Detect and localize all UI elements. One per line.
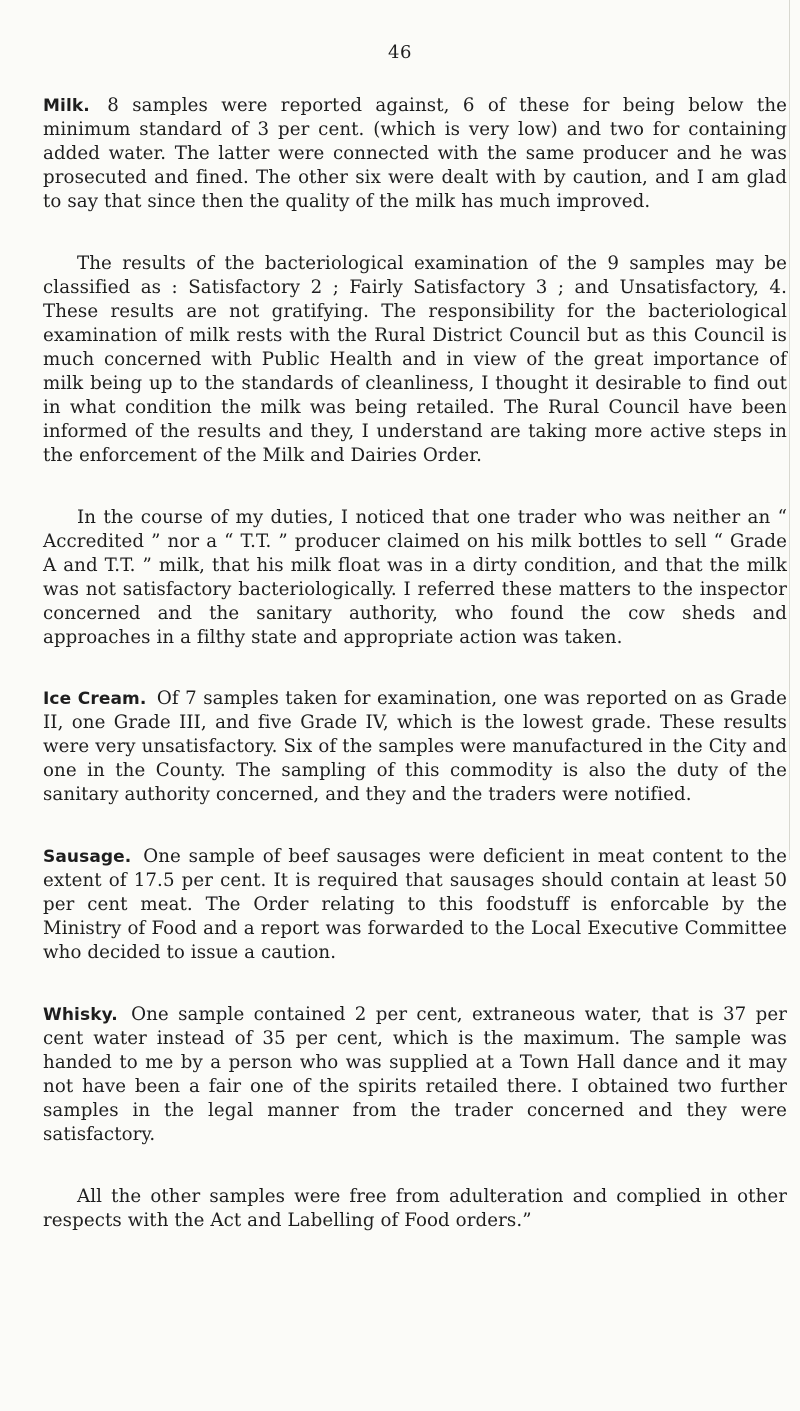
paragraph-milk [43, 94, 787, 214]
paragraph-bacteriological-text: The results of the bacteriological examination of the 9 samples may be classified as : Satisfactory 2 ; Fairly Satisfactory 3 ; and Unsatisfactory, 4. These results are not gratifying. The responsibility for the bacteriological examination of milk rests with the Rural District Council but as this Council is much concerned with Public Health and in view of the great importance of milk being up to the standards of cleanliness, I thought it desirable to find out in what condition the milk was being retailed. The Rural Council have been informed of the results and they, I understand are taking more active steps in the enforcement of the Milk and Dairies Order. [43, 253, 787, 466]
heading-ice-cream: Ice Cream. [43, 689, 147, 709]
paragraph-ice-cream [43, 687, 787, 807]
paragraph-bacteriological-results [43, 252, 787, 468]
paragraph-sausage-text: One sample of beef sausages were deficient in meat content to the extent of 17.5 per cent. It is required that sausages should contain at least 50 per cent meat. The Order relating to this foodstuff is enforcable by the Ministry of Food and a report was forwarded to the Local Executive Committee who decided to issue a caution. [43, 846, 787, 963]
paragraph-whisky [43, 1003, 787, 1147]
heading-sausage: Sausage. [43, 847, 132, 867]
heading-milk: Milk. [43, 96, 90, 116]
paragraph-other-samples-text: All the other samples were free from adulteration and complied in other respects with the Act and Labelling of Food orders.” [43, 1186, 787, 1231]
paragraph-sausage [43, 845, 787, 965]
paragraph-other-samples [43, 1185, 787, 1233]
paragraph-whisky-text: One sample contained 2 per cent, extraneous water, that is 37 per cent water instead of 35 per cent, which is the maximum. The sample was handed to me by a person who was supplied at a Town Hall dance and it may not have been a fair one of the spirits retailed there. I obtained two further samples in the legal manner from the trader concerned and they were satisfactory. [43, 1004, 787, 1145]
paragraph-milk-text: 8 samples were reported against, 6 of these for being below the minimum standard of 3 per cent. (which is very low) and two for containing added water. The latter were connected with the same producer and he was prosecuted and fined. The other six were dealt with by caution, and I am glad to say that since then the quality of the milk has much improved. [43, 95, 787, 212]
paragraph-ice-cream-text: Of 7 samples taken for examination, one was reported on as Grade II, one Grade III, and five Grade IV, which is the lowest grade. These results were very unsatisfactory. Six of the samples were manufactured in the City and one in the County. The sampling of this commodity is also the duty of the sanitary authority concerned, and they and the traders were notified. [43, 688, 787, 805]
paragraph-trader-complaint [43, 506, 787, 650]
page-body [43, 94, 787, 1233]
page-edge-shadow [789, 0, 790, 860]
heading-whisky: Whisky. [43, 1005, 118, 1025]
page-number: 46 [388, 42, 412, 63]
paragraph-trader-complaint-text: In the course of my duties, I noticed that one trader who was neither an “ Accredited ” nor a “ T.T. ” producer claimed on his milk bottles to sell “ Grade A and T.T. ” milk, that his milk float was in a dirty condition, and that the milk was not satisfactory bacteriologically. I referred these matters to the inspector concerned and the sanitary authority, who found the cow sheds and approaches in a filthy state and appropriate action was taken. [43, 507, 787, 648]
